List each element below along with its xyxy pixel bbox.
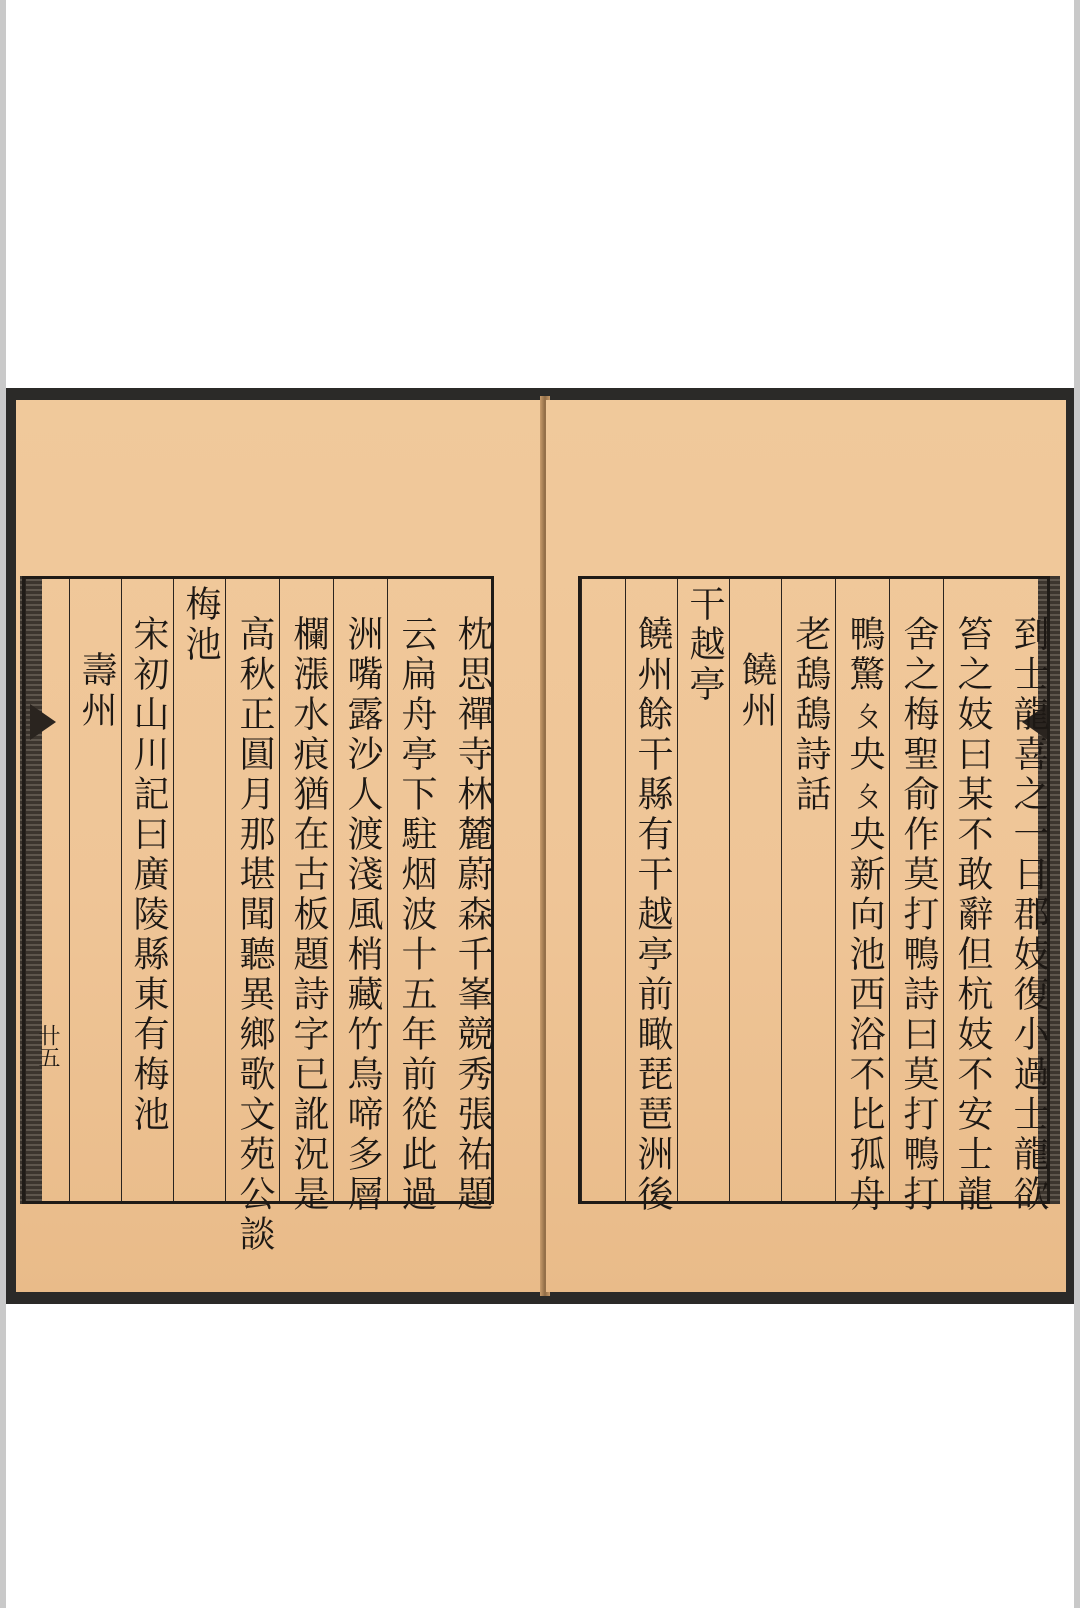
scan-frame-right	[1074, 0, 1080, 1608]
column-text: 洲嘴露沙人渡淺風梢藏竹鳥啼多層	[342, 615, 383, 1215]
column-text: 宋初山川記曰廣陵縣東有梅池	[128, 615, 169, 1135]
left-page	[16, 400, 544, 1292]
column-text: 枕思禪寺林麓蔚森千峯競秀張祐題	[452, 615, 493, 1215]
text-column	[943, 579, 997, 1215]
text-column	[333, 579, 387, 1215]
text-column	[25, 579, 69, 1201]
text-column	[387, 579, 441, 1215]
text-column	[279, 579, 333, 1215]
section-heading: 饒州	[736, 651, 777, 731]
open-book	[6, 388, 1074, 1304]
column-text: 老鴰鴰詩話	[790, 615, 831, 815]
column-text: 舍之梅聖俞作莫打鴨詩曰莫打鴨打	[898, 615, 939, 1215]
text-column	[121, 579, 173, 1201]
left-text-panel	[22, 576, 494, 1255]
text-column	[225, 579, 279, 1255]
text-column	[581, 579, 625, 1201]
heading-column	[729, 579, 781, 1201]
column-text: 高秋正圓月那堪聞聽異鄉歌文苑公談	[234, 615, 275, 1255]
section-heading: 壽州	[76, 651, 117, 731]
column-text: 鴨驚ㄆ央ㄆ央新向池西浴不比孤舟	[844, 615, 885, 1215]
heading-column	[677, 579, 729, 1201]
column-text: 饒州餘干縣有干越亭前瞰琵琶洲後	[632, 615, 673, 1215]
text-column	[781, 579, 835, 1201]
section-heading: 梅池	[180, 585, 221, 665]
column-text: 云扁舟亭下駐烟波十五年前從此過	[396, 615, 437, 1215]
text-column	[997, 579, 1053, 1215]
column-text: 欄漲水痕猶在古板題詩字已訛況是	[288, 615, 329, 1215]
text-column	[835, 579, 889, 1215]
text-column	[625, 579, 677, 1215]
column-text: 到士龍喜之一日郡妓復小過士龍欲	[1008, 615, 1049, 1215]
heading-column	[173, 579, 225, 1201]
text-column	[889, 579, 943, 1215]
column-text: 笞之妓曰某不敢辭但杭妓不安士龍	[952, 615, 993, 1215]
right-page	[546, 400, 1066, 1292]
right-text-panel	[578, 576, 1050, 1215]
section-heading: 干越亭	[684, 585, 725, 705]
heading-column	[69, 579, 121, 1201]
folio-number: 卄五	[35, 1024, 60, 1068]
text-column	[441, 579, 497, 1215]
